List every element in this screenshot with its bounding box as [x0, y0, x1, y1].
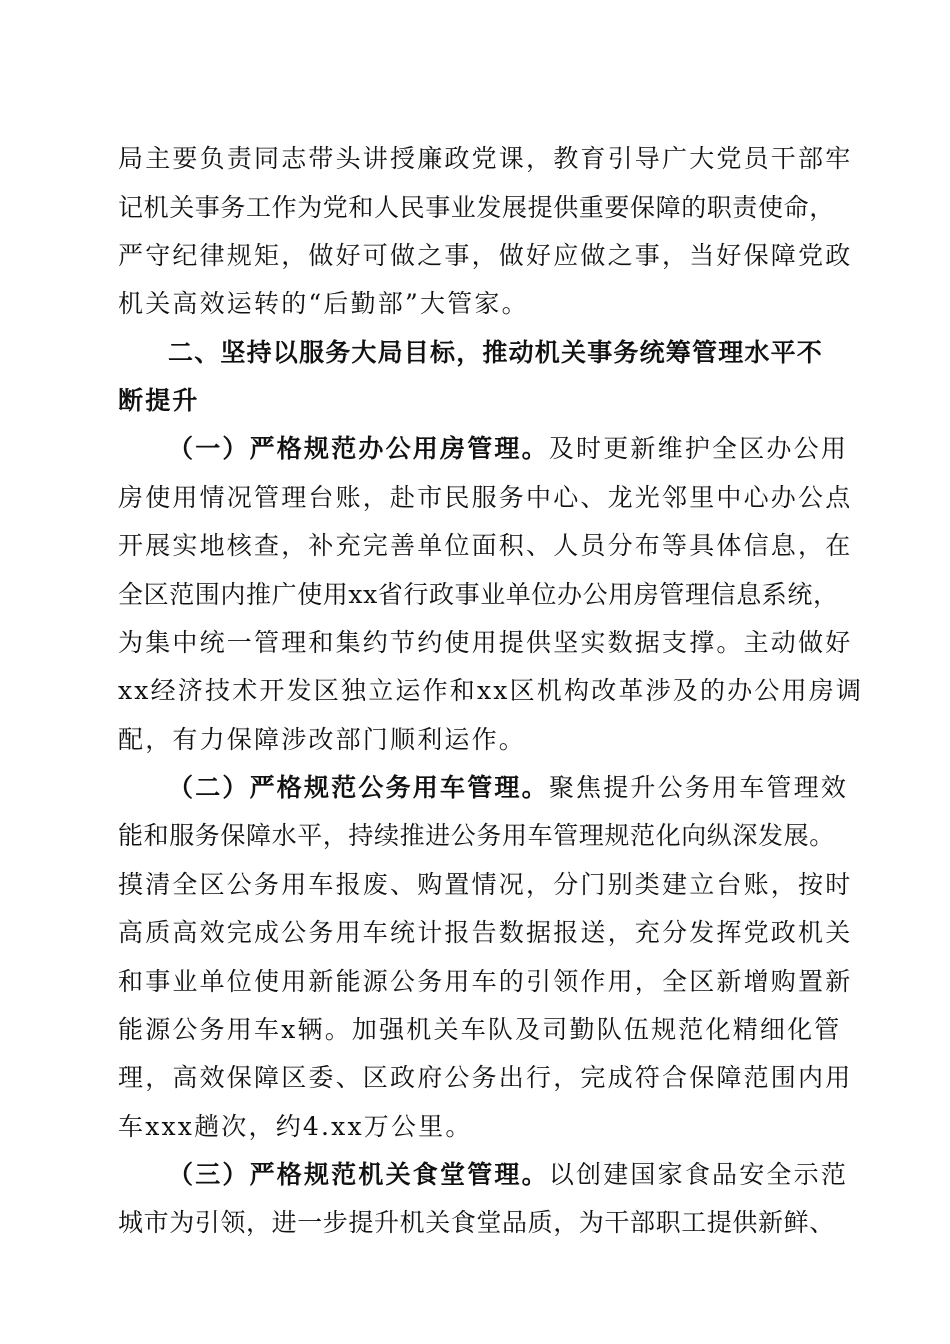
body-line: 和事业单位使用新能源公务用车的引领作用，全区新增购置新 [118, 967, 853, 996]
subsection-title: （三）严格规范机关食堂管理。 [168, 1160, 549, 1189]
body-line: 高质高效完成公务用车统计报告数据报送，充分发挥党政机关 [118, 918, 853, 947]
body-line: 局主要负责同志带头讲授廉政党课，教育引导广大党员干部牢 [118, 144, 853, 173]
body-line: 严守纪律规矩，做好可做之事，做好应做之事，当好保障党政 [118, 241, 853, 270]
body-line: 记机关事务工作为党和人民事业发展提供重要保障的职责使命， [118, 193, 835, 222]
body-line: 配，有力保障涉改部门顺利运作。 [118, 725, 527, 754]
body-text: 及时更新维护全区办公用 [548, 434, 849, 463]
body-line: xx经济技术开发区独立运作和xx区机构改革涉及的办公用房调 [118, 676, 864, 705]
body-line: 能源公务用车x辆。加强机关车队及司勤队伍规范化精细化管 [118, 1015, 842, 1044]
paragraph-first-line [168, 434, 888, 464]
body-line: 全区范围内推广使用xx省行政事业单位办公用房管理信息系统， [118, 580, 839, 609]
paragraph-first-line [168, 773, 888, 803]
body-line: 城市为引领，进一步提升机关食堂品质，为干部职工提供新鲜、 [118, 1208, 835, 1237]
body-line: 机关高效运转的“后勤部”大管家。 [118, 289, 529, 318]
body-line: 摸清全区公务用车报废、购置情况，分门别类建立台账，按时 [118, 870, 853, 899]
section-heading: 二、坚持以服务大局目标，推动机关事务统筹管理水平不 [168, 338, 824, 367]
body-line: 能和服务保障水平，持续推进公务用车管理规范化向纵深发展。 [118, 821, 835, 850]
subsection-title: （一）严格规范办公用房管理。 [168, 434, 549, 463]
body-line: 为集中统一管理和集约节约使用提供坚实数据支撑。主动做好 [118, 628, 853, 657]
paragraph-first-line [168, 1160, 888, 1190]
body-line: 车xxx趟次，约4.xx万公里。 [118, 1112, 473, 1141]
subsection-title: （二）严格规范公务用车管理。 [168, 773, 549, 802]
section-heading: 断提升 [118, 386, 200, 415]
body-line: 理，高效保障区委、区政府公务出行，完成符合保障范围内用 [118, 1063, 853, 1092]
body-line: 开展实地核查，补充完善单位面积、人员分布等具体信息，在 [118, 531, 853, 560]
body-text: 聚焦提升公务用车管理效 [548, 773, 849, 802]
body-text: 以创建国家食品安全示范 [548, 1160, 849, 1189]
body-line: 房使用情况管理台账，赴市民服务中心、龙光邻里中心办公点 [118, 483, 853, 512]
